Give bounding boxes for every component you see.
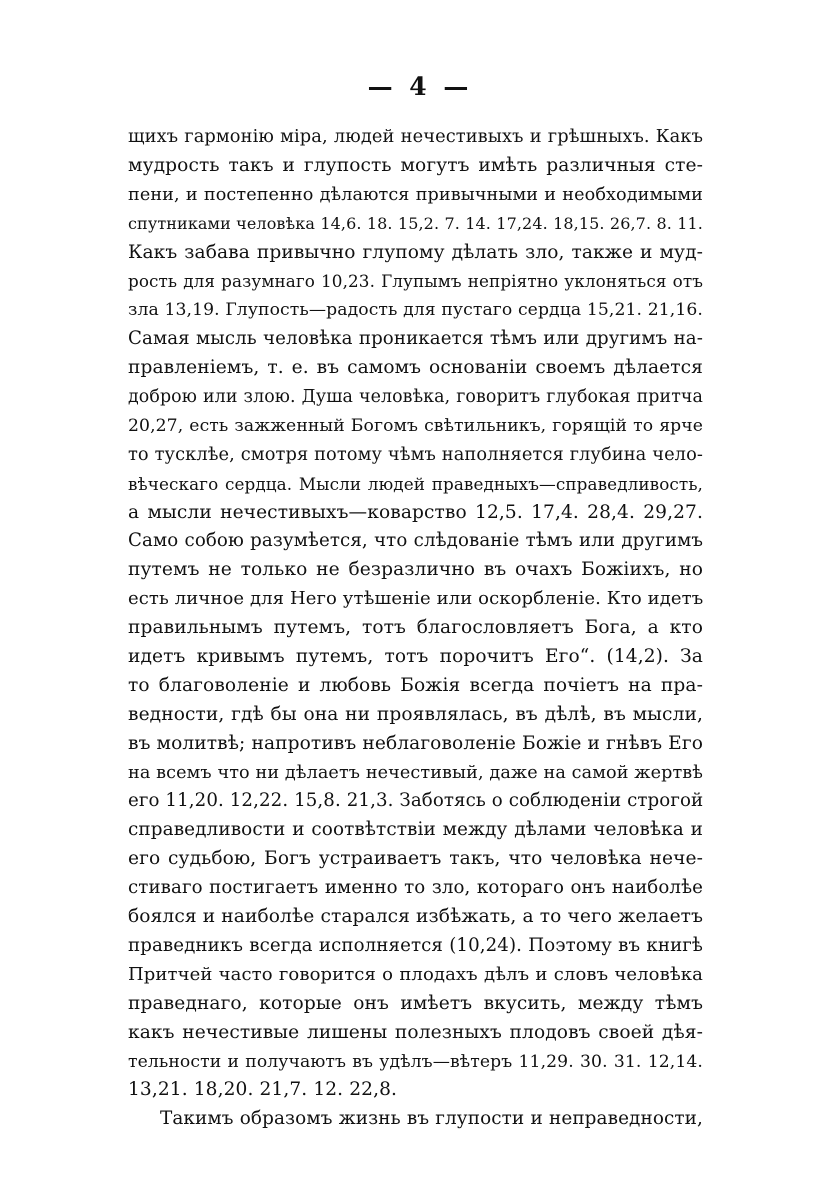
text-line: а мысли нечестивыхъ—коварство 12,5. 17,4. 28,4. 29,27.	[128, 501, 703, 523]
text-line: Какъ забава привычно глупому дѣлать зло, также и муд-	[128, 241, 703, 263]
text-line: Само собою разумѣется, что слѣдованіе тѣмъ или другимъ	[128, 530, 703, 552]
text-line: доброю или злою. Душа человѣка, говоритъ глубокая притча	[128, 387, 703, 408]
text-line: путемъ не только не безразлично въ очахъ Божіихъ, но	[128, 559, 703, 581]
text-line: правильнымъ путемъ, тотъ благословляетъ Бога, а кто	[128, 617, 703, 639]
text-line: есть личное для Него утѣшеніе или оскорбленіе. Кто идетъ	[128, 588, 704, 610]
text-line: тельности и получаютъ въ удѣлъ—вѣтеръ 11,29. 30. 31. 12,14.	[128, 1051, 703, 1072]
text-line: вѣческаго сердца. Мысли людей праведныхъ—справедливость,	[128, 473, 703, 494]
text-line: спутниками человѣка 14,6. 18. 15,2. 7. 14. 17,24. 18,15. 26,7. 8. 11.	[128, 213, 703, 233]
text-line: Такимъ образомъ жизнь въ глупости и неправедности,	[160, 1108, 703, 1130]
text-line: въ молитвѣ; напротивъ неблаговоленіе Божіе и гнѣвъ Его	[128, 732, 703, 754]
text-line: идетъ кривымъ путемъ, тотъ порочитъ Его“. (14,2). За	[128, 646, 703, 668]
text-line: Самая мысль человѣка проникается тѣмъ или другимъ на-	[128, 328, 703, 350]
text-line: его 11,20. 12,22. 15,8. 21,3. Заботясь о соблюденіи строгой	[128, 790, 704, 812]
text-line: то тусклѣе, смотря потому чѣмъ наполняется глубина чело-	[128, 443, 703, 465]
page-number: — 4 —	[367, 72, 473, 101]
text-line: какъ нечестивые лишены полезныхъ плодовъ своей дѣя-	[128, 1021, 703, 1043]
text-line: стиваго постигаетъ именно то зло, котораго онъ наиболѣе	[128, 877, 703, 899]
text-line: праведникъ всегда исполняется (10,24). Поэтому въ книгѣ	[128, 934, 703, 956]
text-line: 13,21. 18,20. 21,7. 12. 22,8.	[128, 1079, 398, 1101]
text-line: боялся и наиболѣе старался избѣжать, а то чего желаетъ	[128, 906, 703, 928]
text-line: зла 13,19. Глупость—радость для пустаго сердца 15,21. 21,16.	[128, 300, 703, 321]
text-line: праведнаго, которые онъ имѣетъ вкусить, между тѣмъ	[128, 992, 703, 1014]
text-line: Притчей часто говорится о плодахъ дѣлъ и словъ человѣка	[128, 963, 703, 985]
text-line: рость для разумнаго 10,23. Глупымъ непріятно уклоняться отъ	[128, 271, 703, 292]
text-line: мудрость такъ и глупость могутъ имѣть различныя сте-	[128, 154, 703, 176]
text-line: справедливости и соотвѣтствіи между дѣлами человѣка и	[128, 819, 703, 841]
text-line: щихъ гармонію міра, людей нечестивыхъ и грѣшныхъ. Какъ	[128, 126, 703, 147]
text-line: его судьбою, Богъ устраиваетъ такъ, что человѣка нече-	[128, 848, 703, 870]
text-line: правленіемъ, т. е. въ самомъ основаніи своемъ дѣлается	[128, 357, 703, 379]
text-line: на всемъ что ни дѣлаетъ нечестивый, даже на самой жертвѣ	[128, 762, 703, 783]
text-line: 20,27, есть зажженный Богомъ свѣтильникъ, горящій то ярче	[128, 415, 703, 436]
text-line: ведности, гдѣ бы она ни проявлялась, въ дѣлѣ, въ мысли,	[128, 703, 703, 725]
text-line: пени, и постепенно дѣлаются привычными и необходимыми	[128, 184, 703, 205]
body-text	[128, 123, 703, 1134]
text-line: то благоволеніе и любовь Божія всегда почіетъ на пра-	[128, 674, 703, 696]
